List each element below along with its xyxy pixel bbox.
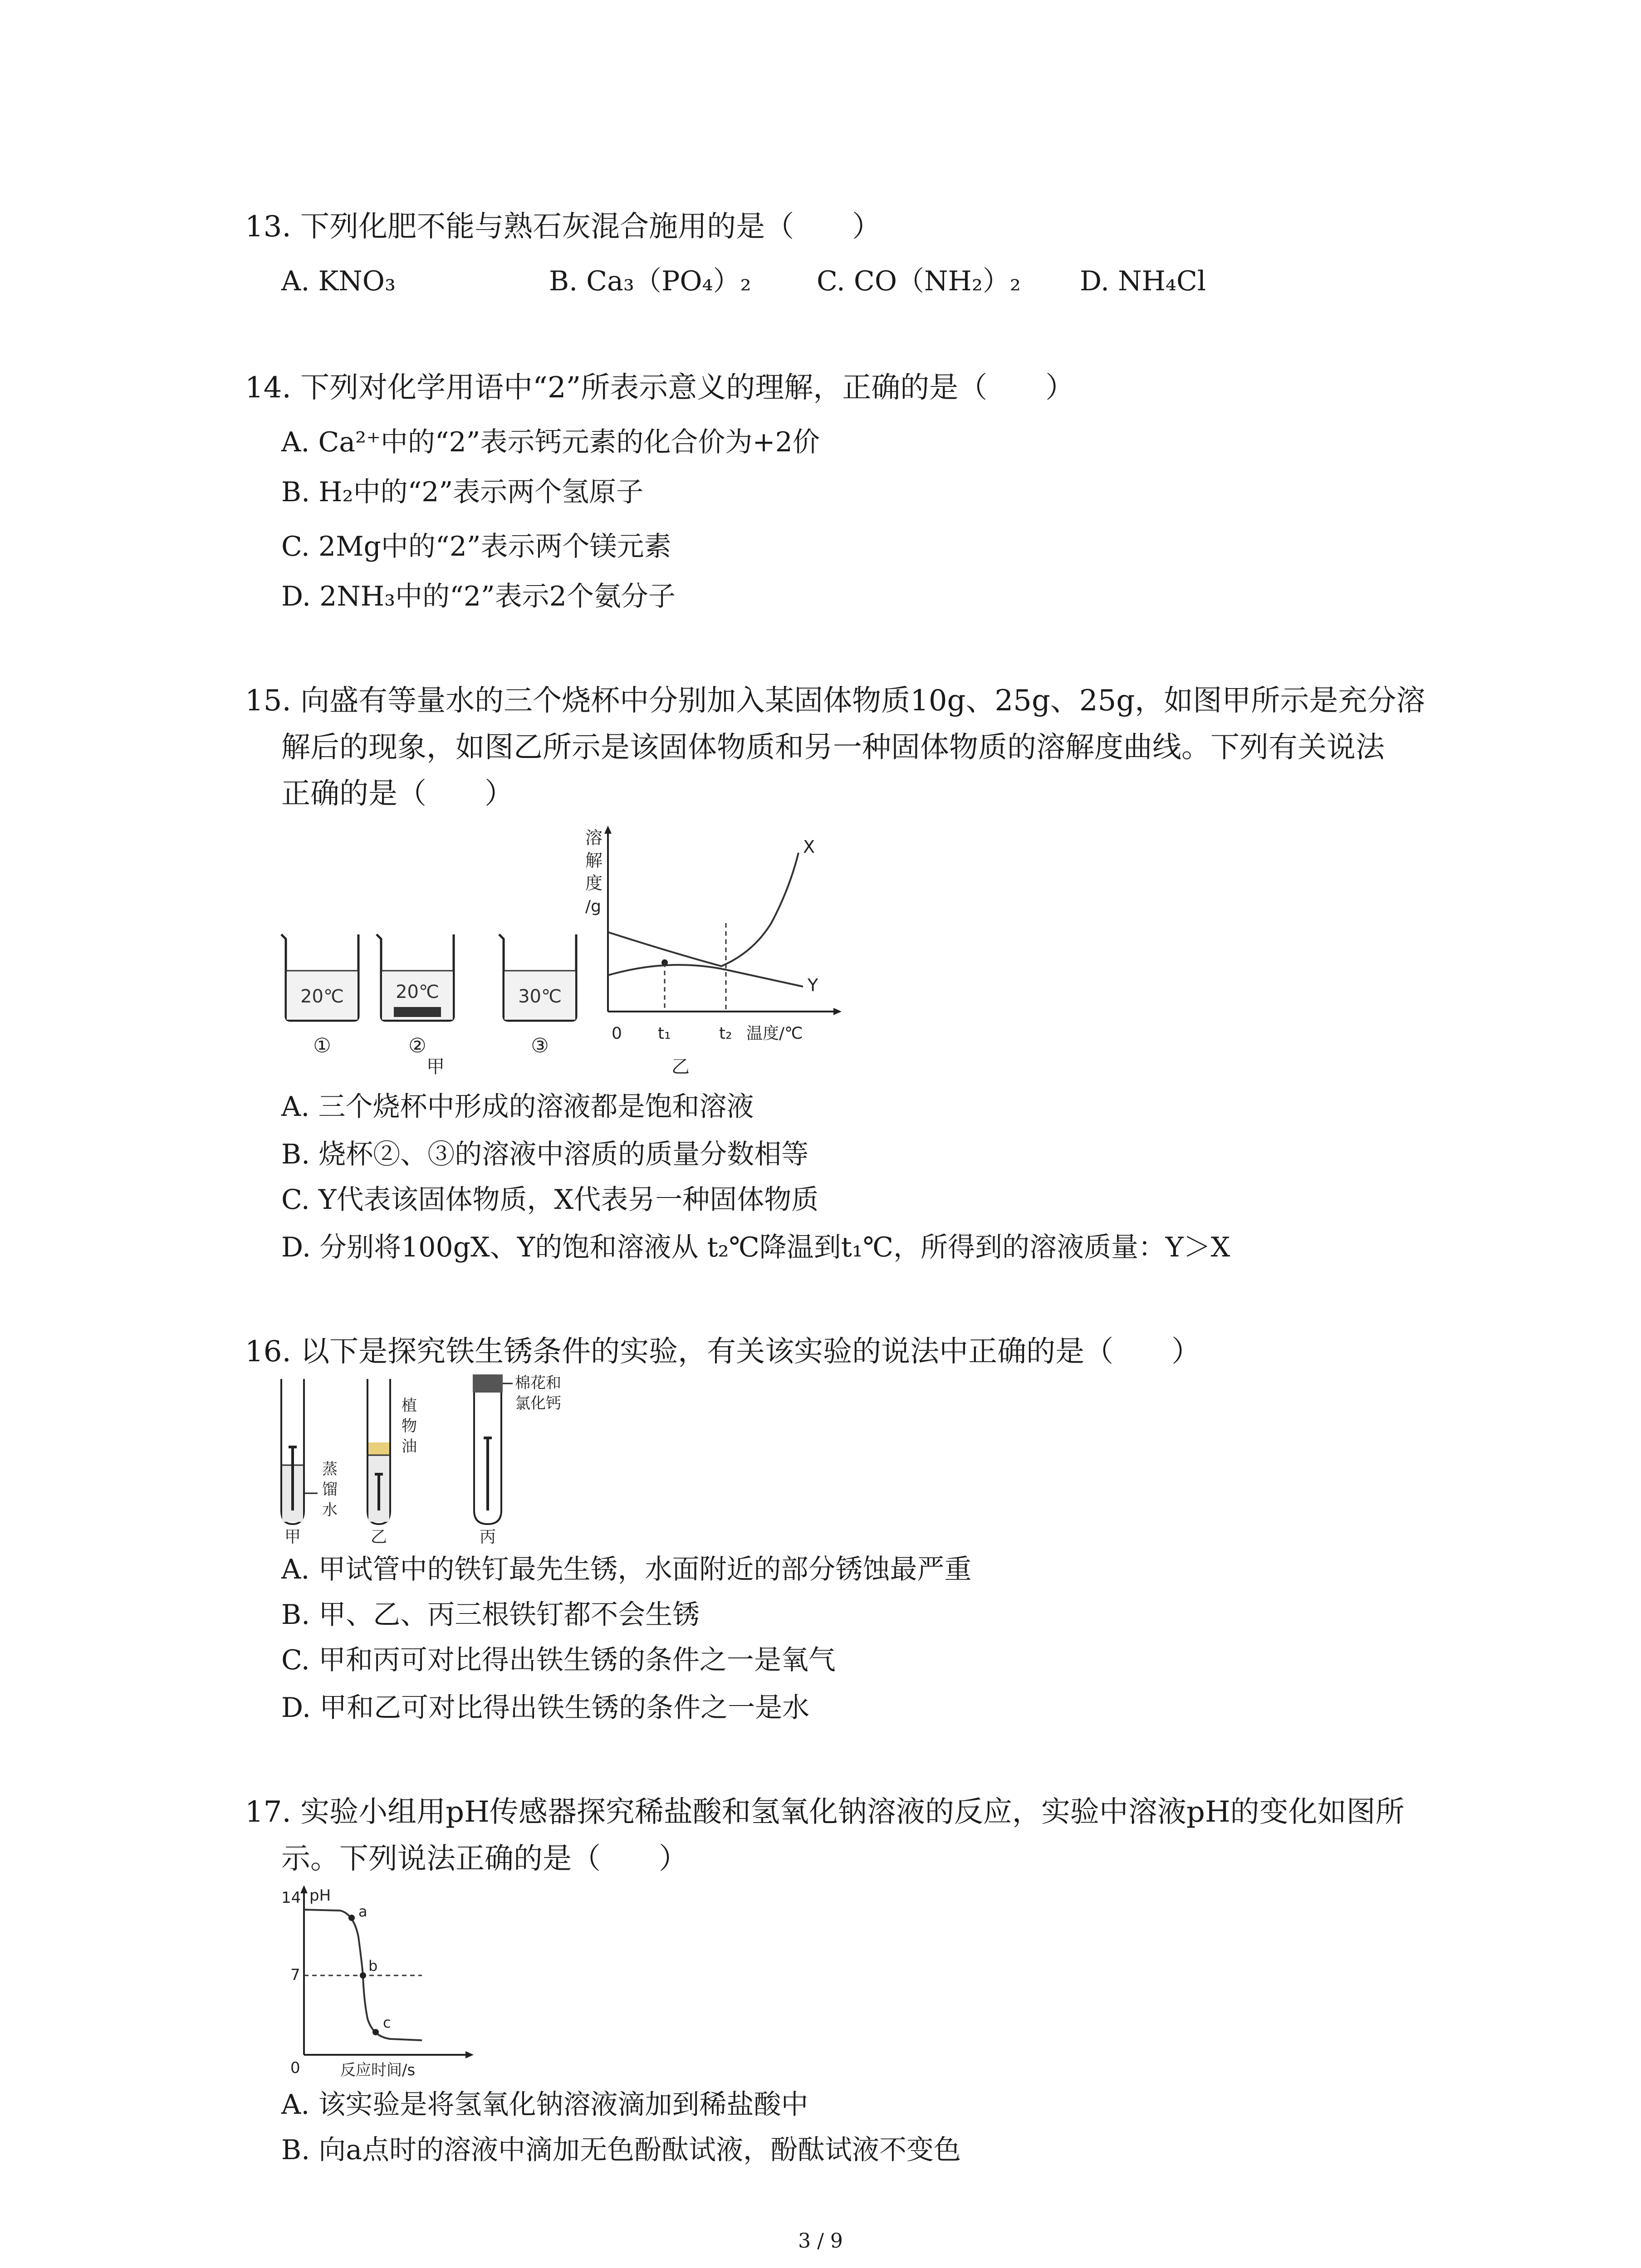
oil-layer xyxy=(368,1442,389,1455)
tube-bing xyxy=(473,1374,503,1546)
y-label-4: /g xyxy=(585,897,601,916)
curve-y xyxy=(608,965,803,987)
q14-stem: 14. 下列对化学用语中“2”所表示意义的理解，正确的是（ ） xyxy=(245,371,1075,405)
point-c-label: c xyxy=(383,2014,391,2031)
beaker-3 xyxy=(499,934,576,1057)
cotton-label-1: 棉花和 xyxy=(515,1374,561,1392)
y-label-3: 度 xyxy=(585,873,603,893)
q17-figure xyxy=(272,1882,481,2077)
origin-label: 0 xyxy=(612,1024,622,1043)
beaker-1-temp: 20℃ xyxy=(300,986,344,1007)
fig-label-jia: 甲 xyxy=(426,1056,445,1077)
q14-option-b: B. H₂中的“2”表示两个氢原子 xyxy=(281,476,644,508)
q16-figure xyxy=(272,1374,635,1547)
fig-label-yi: 乙 xyxy=(671,1056,690,1077)
oil-label-1: 植 xyxy=(402,1397,417,1415)
q15-figure xyxy=(272,826,862,1080)
t1-label: t₁ xyxy=(658,1024,671,1043)
beaker-2 xyxy=(377,934,454,1057)
q13-option-b: B. Ca₃（PO₄）₂ xyxy=(549,265,751,297)
tube-jia-label: 甲 xyxy=(284,1528,301,1546)
water-label-3: 水 xyxy=(322,1501,338,1519)
q15-stem-line-1: 15. 向盛有等量水的三个烧杯中分别加入某固体物质10g、25g、25g，如图甲所示是充分溶 xyxy=(245,684,1425,718)
q17-option-b: B. 向a点时的溶液中滴加无色酚酞试液，酚酞试液不变色 xyxy=(281,2134,961,2166)
beaker-2-num: ② xyxy=(408,1034,426,1057)
solubility-graph xyxy=(585,826,842,1077)
oil-label-3: 油 xyxy=(402,1437,417,1456)
point-c xyxy=(372,2029,379,2035)
q14-option-d: D. 2NH₃中的“2”表示2个氨分子 xyxy=(281,581,676,612)
beaker-2-temp: 20℃ xyxy=(396,982,439,1002)
q16-stem: 16. 以下是探究铁生锈条件的实验，有关该实验的说法中正确的是（ ） xyxy=(245,1335,1201,1369)
q17-stem-line-2: 示。下列说法正确的是（ ） xyxy=(281,1842,688,1876)
tube-yi-label: 乙 xyxy=(370,1528,387,1546)
q16-option-b: B. 甲、乙、丙三根铁钉都不会生锈 xyxy=(281,1599,700,1631)
ph-y-mid: 7 xyxy=(290,1966,300,1984)
tube-yi xyxy=(367,1379,390,1546)
q13-option-d: D. NH₄Cl xyxy=(1080,265,1206,297)
q14-option-c: C. 2Mg中的“2”表示两个镁元素 xyxy=(281,531,671,562)
curve-x xyxy=(608,853,798,966)
point-a xyxy=(348,1915,355,1921)
cotton-plug xyxy=(473,1374,503,1393)
water-label-2: 馏 xyxy=(322,1481,338,1499)
q15-option-c: C. Y代表该固体物质，X代表另一种固体物质 xyxy=(281,1184,819,1216)
point-a-label: a xyxy=(358,1903,367,1920)
beaker-2-sediment xyxy=(394,1007,441,1017)
curve-x-label: X xyxy=(803,837,815,857)
q15-stem-line-3: 正确的是（ ） xyxy=(281,777,514,811)
ph-origin: 0 xyxy=(290,2059,300,2077)
q15-option-b: B. 烧杯②、③的溶液中溶质的质量分数相等 xyxy=(281,1139,809,1170)
q14-option-a: A. Ca²⁺中的“2”表示钙元素的化合价为+2价 xyxy=(281,426,820,458)
cotton-label-2: 氯化钙 xyxy=(515,1394,561,1413)
q16-option-a: A. 甲试管中的铁钉最先生锈，水面附近的部分锈蚀最严重 xyxy=(281,1554,972,1585)
tube-jia xyxy=(281,1379,304,1546)
q16-option-c: C. 甲和丙可对比得出铁生锈的条件之一是氧气 xyxy=(281,1644,836,1676)
x-axis-label: 温度/℃ xyxy=(746,1024,803,1043)
page-number: 3 / 9 xyxy=(798,2229,843,2253)
beaker-3-num: ③ xyxy=(531,1034,549,1057)
q17-stem-line-1: 17. 实验小组用pH传感器探究稀盐酸和氢氧化钠溶液的反应，实验中溶液pH的变化如图所 xyxy=(245,1795,1405,1829)
q16-option-d: D. 甲和乙可对比得出铁生锈的条件之一是水 xyxy=(281,1692,810,1724)
q17-option-a: A. 该实验是将氢氧化钠溶液滴加到稀盐酸中 xyxy=(281,2089,808,2121)
ph-y-max: 14 xyxy=(281,1889,301,1907)
point-b-label: b xyxy=(368,1957,378,1975)
y-label-2: 解 xyxy=(585,850,603,870)
curve-y-label: Y xyxy=(808,975,818,995)
y-label-1: 溶 xyxy=(585,828,603,848)
q15-option-d: D. 分别将100gX、Y的饱和溶液从 t₂℃降温到t₁℃，所得到的溶液质量：Y＞X xyxy=(281,1232,1230,1263)
beaker-1 xyxy=(281,934,358,1057)
beaker-3-temp: 30℃ xyxy=(518,986,562,1007)
t2-label: t₂ xyxy=(719,1024,732,1043)
ph-y-label: pH xyxy=(309,1887,331,1905)
ph-x-label: 反应时间/s xyxy=(340,2061,416,2077)
beaker-1-num: ① xyxy=(313,1034,331,1057)
oil-label-2: 物 xyxy=(402,1417,417,1435)
q13-option-c: C. CO（NH₂）₂ xyxy=(817,265,1021,297)
q15-stem-line-2: 解后的现象，如图乙所示是该固体物质和另一种固体物质的溶解度曲线。下列有关说法 xyxy=(281,731,1385,764)
q13-stem: 13. 下列化肥不能与熟石灰混合施用的是（ ） xyxy=(245,210,882,244)
q13-option-a: A. KNO₃ xyxy=(281,265,396,297)
point-b xyxy=(360,1972,366,1979)
q15-option-a: A. 三个烧杯中形成的溶液都是饱和溶液 xyxy=(281,1091,754,1123)
water-label-1: 蒸 xyxy=(322,1460,338,1478)
tube-bing-label: 丙 xyxy=(479,1528,496,1546)
